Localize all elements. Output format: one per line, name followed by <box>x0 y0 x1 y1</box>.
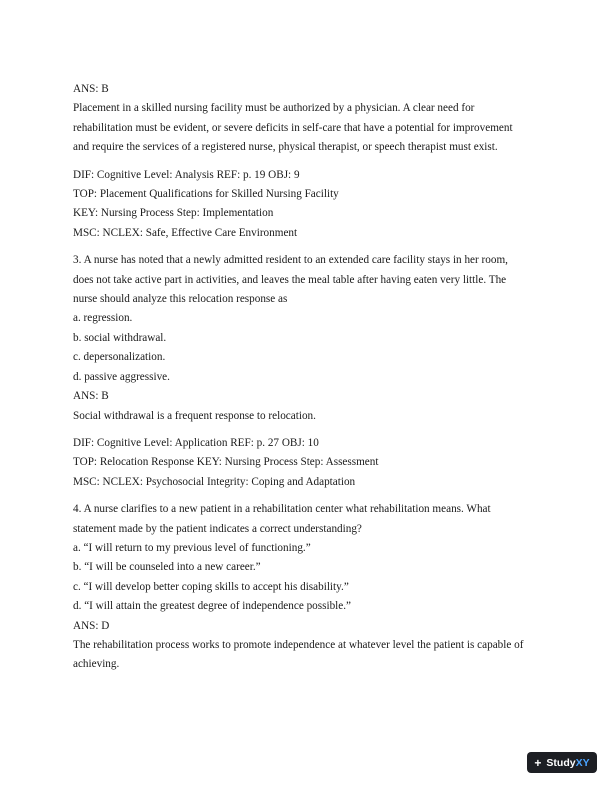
brand-main-text: Study <box>546 756 576 769</box>
q3-meta-line: TOP: Relocation Response KEY: Nursing Process Step: Assessment <box>73 456 379 469</box>
q3-option: d. passive aggressive. <box>73 370 170 383</box>
q2-meta-line: MSC: NCLEX: Safe, Effective Care Environment <box>73 226 298 239</box>
q3-stem-line: nurse should analyze this relocation response as <box>73 293 288 306</box>
q2-rationale-line: Placement in a skilled nursing facility must be authorized by a physician. A clear need for <box>73 102 475 115</box>
q3-option: b. social withdrawal. <box>73 331 167 344</box>
q3-stem-line: 3. A nurse has noted that a newly admitted resident to an extended care facility stays in her room, <box>73 254 508 267</box>
q3-meta-line: DIF: Cognitive Level: Application REF: p. 27 OBJ: 10 <box>73 436 319 449</box>
q2-answer: ANS: B <box>73 83 109 95</box>
q4-stem-line: 4. A nurse clarifies to a new patient in a rehabilitation center what rehabilitation means. What <box>73 503 491 516</box>
q3-option: c. depersonalization. <box>73 351 166 364</box>
q4-option: d. “I will attain the greatest degree of independence possible.” <box>73 600 352 613</box>
q4-option: a. “I will return to my previous level of functioning.” <box>73 541 311 554</box>
q2-meta-line: KEY: Nursing Process Step: Implementation <box>73 207 274 220</box>
document-page <box>73 80 543 675</box>
q2-rationale-line: and require the services of a registered nurse, physical therapist, or speech therapist must exist. <box>73 141 498 154</box>
q4-option: c. “I will develop better coping skills to accept his disability.” <box>73 580 349 593</box>
q3-meta-line: MSC: NCLEX: Psychosocial Integrity: Coping and Adaptation <box>73 475 356 488</box>
q3-stem-line: does not take active part in activities, and leaves the meal table after having eaten very little. The <box>73 273 507 286</box>
q4-rationale-line: The rehabilitation process works to promote independence at whatever level the patient is capable of <box>73 638 524 651</box>
q4-answer: ANS: D <box>73 619 110 632</box>
q4-option: b. “I will be counseled into a new career.” <box>73 561 261 574</box>
q2-meta-line: DIF: Cognitive Level: Analysis REF: p. 19 OBJ: 9 <box>73 168 300 181</box>
q4-stem-line: statement made by the patient indicates a correct understanding? <box>73 522 362 535</box>
q2-meta-line: TOP: Placement Qualifications for Skilled Nursing Facility <box>73 188 339 201</box>
q3-option: a. regression. <box>73 312 133 325</box>
q3-rationale-line: Social withdrawal is a frequent response to relocation. <box>73 409 316 422</box>
plus-icon: + <box>534 755 542 770</box>
studyxy-watermark-badge[interactable] <box>527 752 597 773</box>
q2-rationale-line: rehabilitation must be evident, or severe deficits in self-care that have a potential for improvement <box>73 121 513 134</box>
q4-rationale-line: achieving. <box>73 658 120 671</box>
q3-answer: ANS: B <box>73 390 109 403</box>
brand-accent-text: XY <box>575 756 590 769</box>
